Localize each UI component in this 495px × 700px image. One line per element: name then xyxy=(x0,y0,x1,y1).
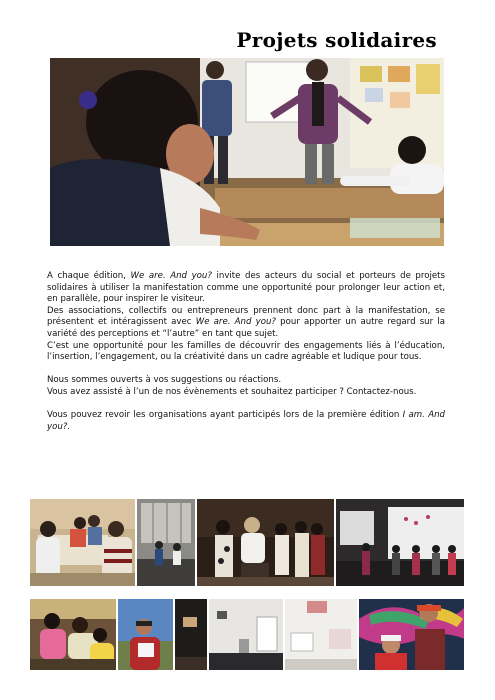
intro-paragraph-5: Vous avez assisté à l’un de nos évènements et souhaitez participer ? Contactez-nous. xyxy=(47,386,417,397)
first-edition-name: I am. And you?. xyxy=(47,410,446,432)
intro-paragraph-1: A chaque édition, We are. And you? invite des acteurs du social et porteurs de projets solidaires à utiliser la manifestation comme une opportunité pour prolonger leur action et, en parallèle, pour inspirer le visiteur. xyxy=(47,271,445,305)
event-name-emphasis: We are. And you? xyxy=(195,317,276,328)
gallery-wall-photo xyxy=(285,599,358,670)
intro-paragraph-3: C’est une opportunité pour les familles de découvrir des engagements liés à l’éducation, l’insertion, l’engagement, ou la créativité dans un cadre agréable et ludique pour tous. xyxy=(47,340,445,363)
intro-paragraph-6: Vous pouvez revoir les organisations ayant participés lors de la première édition I am. And you?. xyxy=(47,410,446,432)
costumed-performer-photo xyxy=(359,599,464,670)
theatre-performance-photo xyxy=(197,499,334,586)
intro-paragraph-4: Nous sommes ouverts à vos suggestions ou réactions. xyxy=(47,375,282,386)
theatre-hall-photo xyxy=(137,499,195,586)
page-title: Projets solidaires xyxy=(236,28,437,52)
gallery-room-photo xyxy=(209,599,283,670)
man-holding-paper-photo xyxy=(118,599,173,670)
event-name-emphasis: We are. And you? xyxy=(130,271,212,281)
children-playing-photo xyxy=(30,599,116,670)
classroom-photo xyxy=(50,58,444,246)
photo-strip-bottom xyxy=(30,599,464,670)
group-at-tables-photo xyxy=(30,499,135,586)
exhibition-hall-photo xyxy=(336,499,464,586)
intro-text xyxy=(47,271,445,433)
stage-dark-photo xyxy=(175,599,207,670)
intro-paragraph-2: Des associations, collectifs ou entrepreneurs prennent donc part à la manifestation, se présentent et intéragissent avec We are. And you? pour apporter un autre regard sur la variété des perceptions et “l’autre” en tant que sujet. xyxy=(47,305,445,339)
photo-strip-top xyxy=(30,499,464,586)
